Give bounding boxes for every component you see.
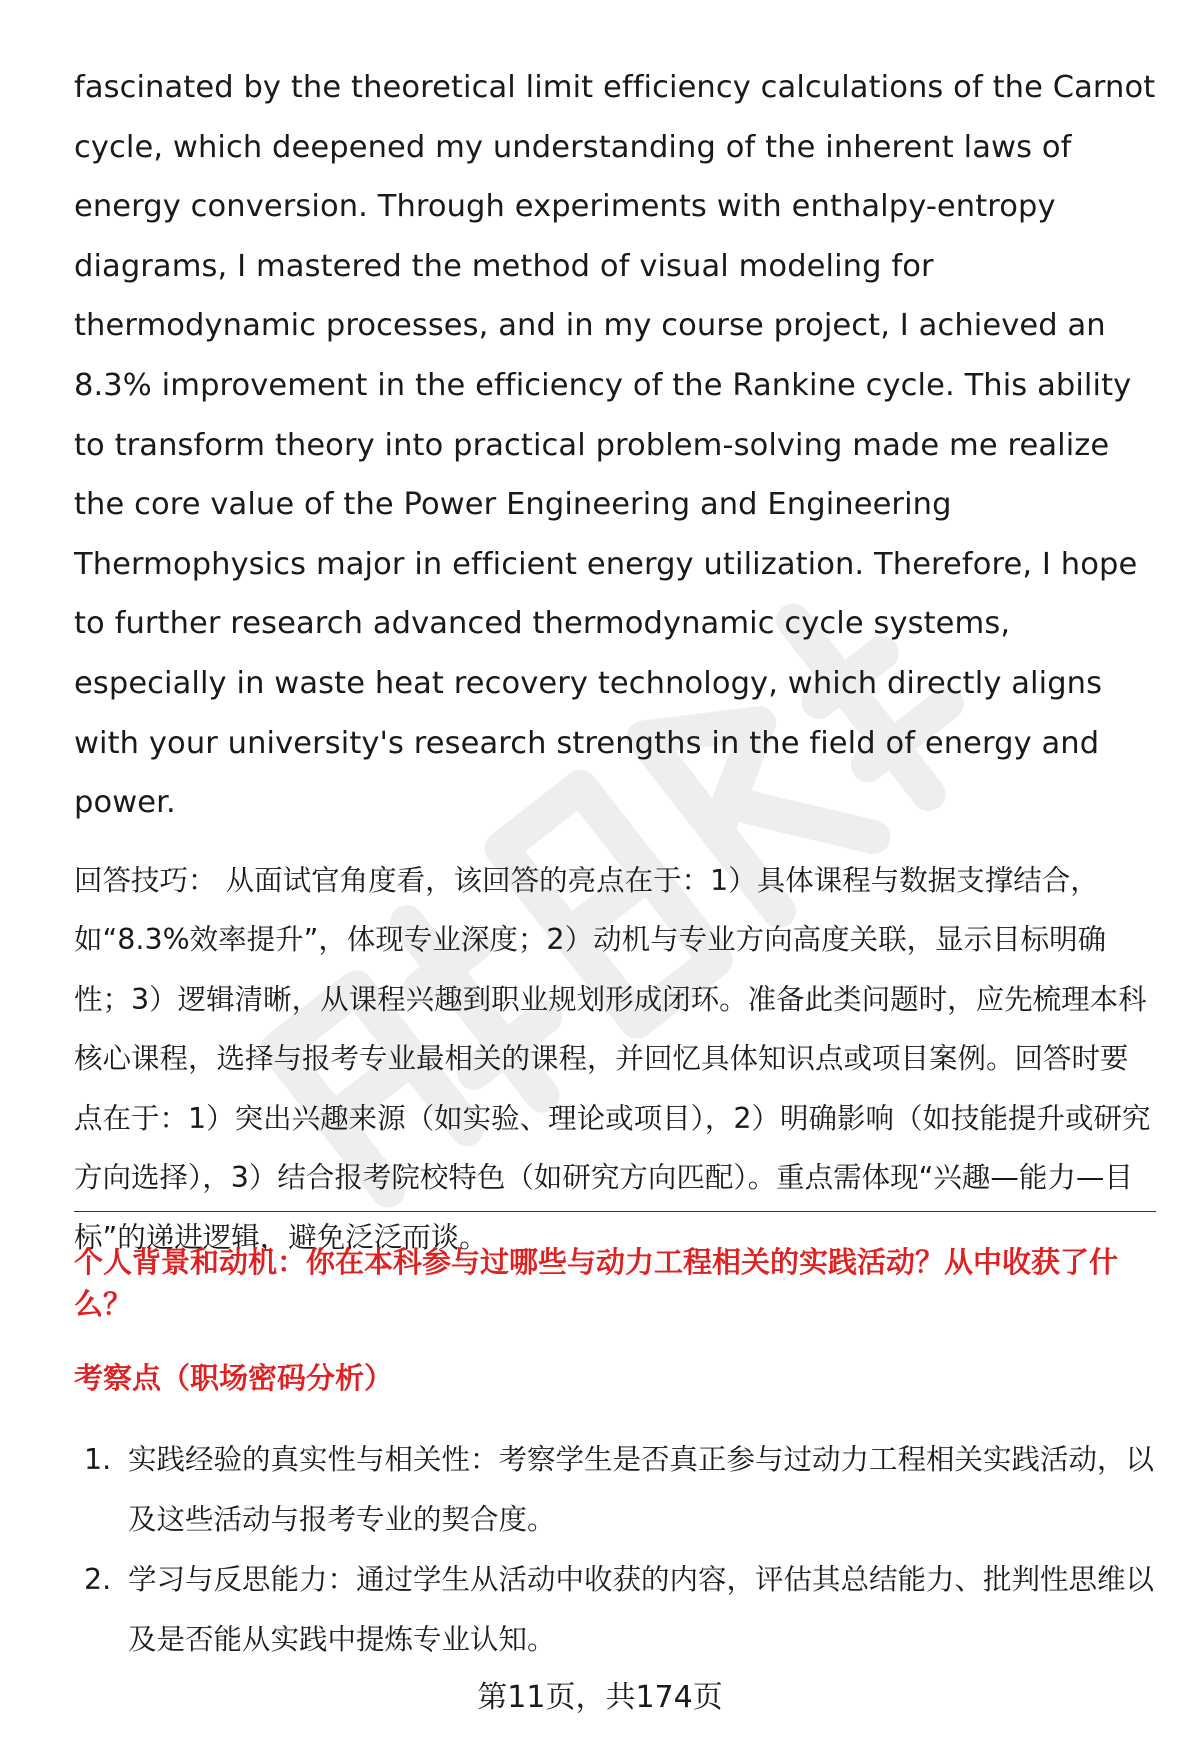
list-item-text: 实践经验的真实性与相关性：考察学生是否真正参与过动力工程相关实践活动，以及这些活动与报考专业的契合度。: [128, 1443, 1155, 1536]
list-item: [74, 1550, 1156, 1670]
list-item: [74, 1430, 1156, 1550]
tips-label: 回答技巧：: [74, 863, 217, 897]
question-heading: 个人背景和动机：你在本科参与过哪些与动力工程相关的实践活动？从中收获了什么？: [74, 1245, 1119, 1321]
answer-tips: [74, 851, 1156, 1268]
answer-paragraph: fascinated by the theoretical limit efficiency calculations of the Carnot cycle, which deepened my understanding of the inherent laws of energy conversion. Through experiments with enthalpy-entropy diagrams, I mastered the method of visual modeling for thermodynamic processes, and in my course project, I achieved an 8.3% improvement in the efficiency of the Rankine cycle. This ability to transform theory into practical problem-solving made me realize the core value of the Power Engineering and Engineering Thermophysics major in efficient energy utilization. Therefore, I hope to further research advanced thermodynamic cycle systems, especially in waste heat recovery technology, which directly aligns with your university's research strengths in the field of energy and power.: [74, 70, 1156, 821]
section-title: 考察点（职场密码分析）: [74, 1361, 394, 1395]
page-number-footer: 第11页，共174页: [477, 1680, 723, 1715]
list-item-number: 2.: [84, 1563, 112, 1596]
page-content: [74, 58, 1156, 1267]
list-item-number: 1.: [84, 1443, 112, 1476]
assessment-points-list: [74, 1430, 1156, 1670]
section-divider: [74, 1211, 1156, 1212]
list-item-text: 学习与反思能力：通过学生从活动中收获的内容，评估其总结能力、批判性思维以及是否能从实践中提炼专业认知。: [128, 1563, 1155, 1656]
tips-text: 从面试官角度看，该回答的亮点在于：1）具体课程与数据支撑结合，如“8.3%效率提升”，体现专业深度；2）动机与专业方向高度关联，显示目标明确性；3）逻辑清晰，从课程兴趣到职业规划形成闭环。准备此类问题时，应先梳理本科核心课程，选择与报考专业最相关的课程，并回忆具体知识点或项目案例。回答时要点在于：1）突出兴趣来源（如实验、理论或项目），2）明确影响（如技能提升或研究方向选择），3）结合报考院校特色（如研究方向匹配）。重点需体现“兴趣—能力—目标”的递进逻辑，避免泛泛而谈。: [74, 863, 1151, 1254]
